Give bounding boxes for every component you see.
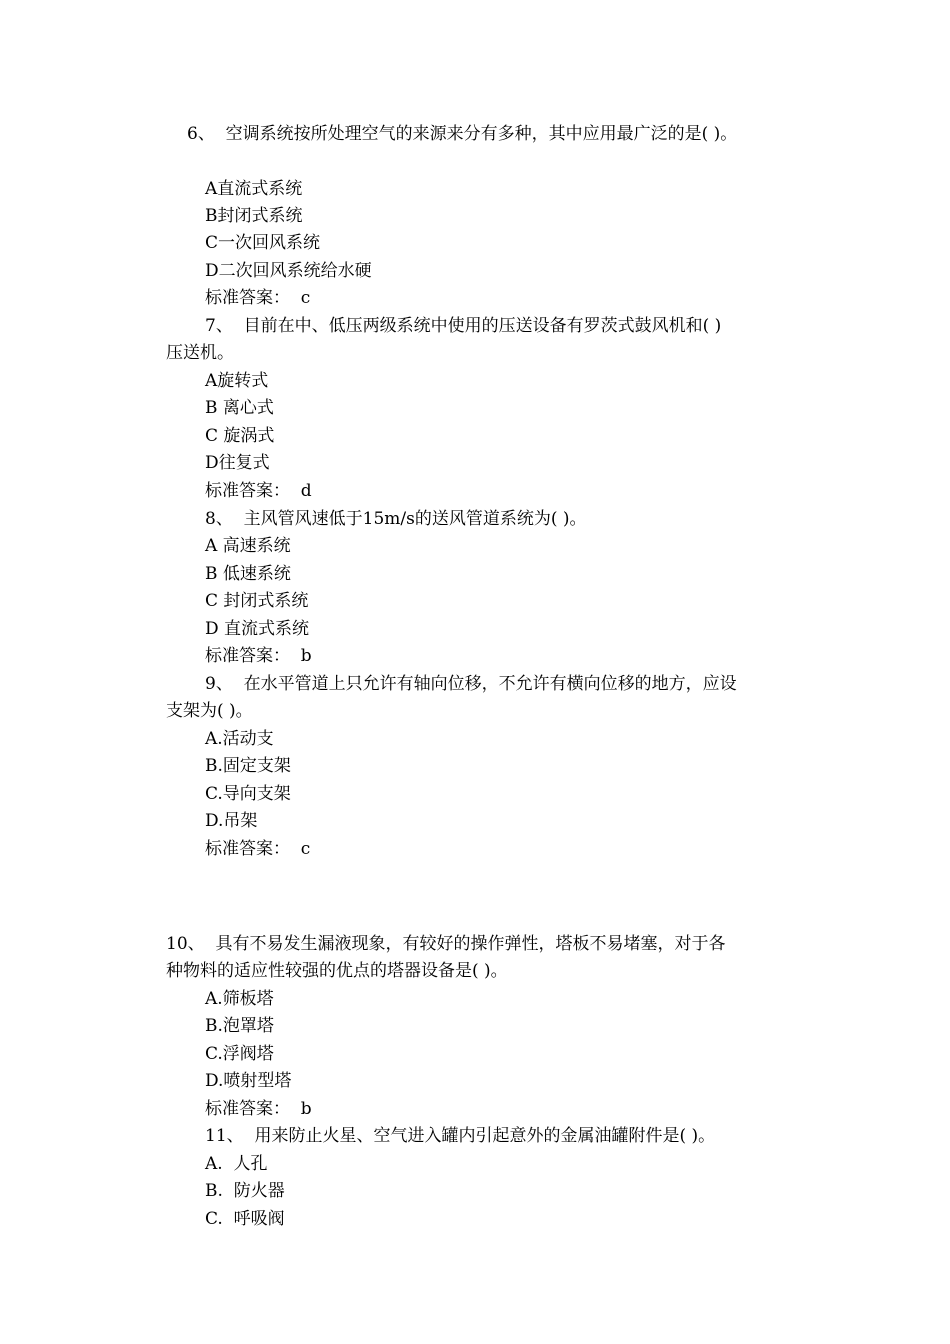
question-11-stem: 11、 用来防止火星、空气进入罐内引起意外的金属油罐附件是( )。 — [205, 1126, 716, 1146]
question-8-option-d: D 直流式系统 — [205, 619, 310, 639]
question-10-stem: 10、 具有不易发生漏液现象，有较好的操作弹性，塔板不易堵塞，对于各 — [166, 934, 726, 954]
question-6-option-b: B封闭式系统 — [205, 206, 303, 226]
question-9-stem-cont: 支架为( )。 — [166, 701, 253, 721]
question-9-stem: 9、 在水平管道上只允许有轴向位移，不允许有横向位移的地方，应设 — [205, 674, 737, 694]
question-11-option-c: C. 呼吸阀 — [205, 1209, 285, 1229]
question-10-stem-cont: 种物料的适应性较强的优点的塔器设备是( )。 — [166, 961, 508, 981]
question-7-stem: 7、 目前在中、低压两级系统中使用的压送设备有罗茨式鼓风机和( ) — [205, 316, 722, 336]
question-6-option-d: D二次回风系统给水硬 — [205, 261, 372, 281]
question-7-option-c: C 旋涡式 — [205, 426, 275, 446]
question-7-stem-cont: 压送机。 — [166, 343, 234, 363]
question-11-option-a: A. 人孔 — [205, 1154, 268, 1174]
question-10-answer: 标准答案： b — [205, 1099, 312, 1119]
question-8-option-b: B 低速系统 — [205, 564, 291, 584]
question-8-option-a: A 高速系统 — [205, 536, 291, 556]
question-8-option-c: C 封闭式系统 — [205, 591, 309, 611]
question-9-option-d: D.吊架 — [205, 811, 258, 831]
question-8-stem: 8、 主风管风速低于15m/s的送风管道系统为( )。 — [205, 509, 587, 529]
question-10-option-a: A.筛板塔 — [205, 989, 274, 1009]
question-7-option-a: A旋转式 — [205, 371, 269, 391]
question-10-option-b: B.泡罩塔 — [205, 1016, 274, 1036]
question-7-answer: 标准答案： d — [205, 481, 312, 501]
question-10-option-c: C.浮阀塔 — [205, 1044, 274, 1064]
question-11-option-b: B. 防火器 — [205, 1181, 285, 1201]
question-10-option-d: D.喷射型塔 — [205, 1071, 292, 1091]
question-9-option-a: A.活动支 — [205, 729, 274, 749]
question-6-option-c: C一次回风系统 — [205, 233, 321, 253]
question-6-stem: 6、 空调系统按所处理空气的来源来分有多种，其中应用最广泛的是( )。 — [187, 124, 738, 144]
question-6-answer: 标准答案： c — [205, 288, 311, 308]
question-6-option-a: A直流式系统 — [205, 179, 303, 199]
question-7-option-b: B 离心式 — [205, 398, 274, 418]
question-9-option-b: B.固定支架 — [205, 756, 291, 776]
question-8-answer: 标准答案： b — [205, 646, 312, 666]
question-9-option-c: C.导向支架 — [205, 784, 291, 804]
question-7-option-d: D往复式 — [205, 453, 270, 473]
question-9-answer: 标准答案： c — [205, 839, 311, 859]
